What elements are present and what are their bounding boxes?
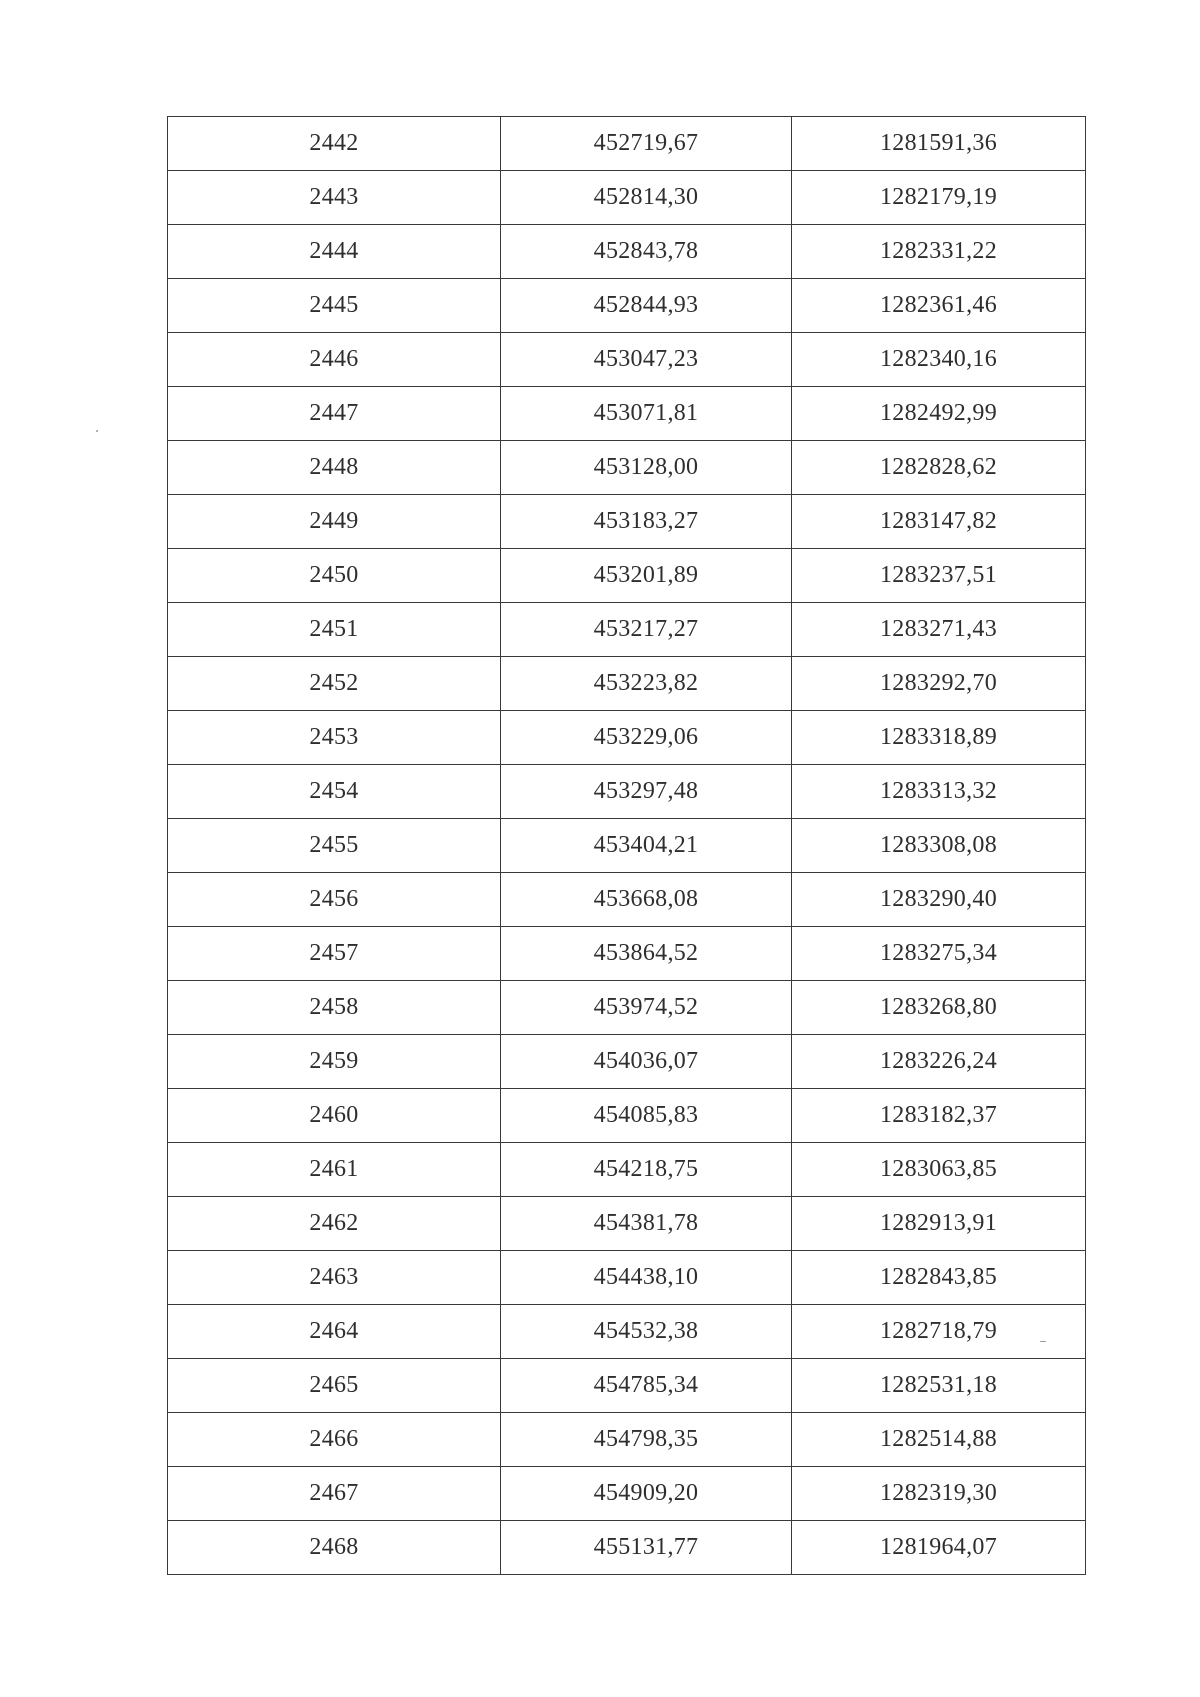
x-coordinate-cell: 453201,89 <box>501 549 792 603</box>
table-row <box>168 1143 1086 1197</box>
x-coordinate-cell: 453071,81 <box>501 387 792 441</box>
point-number-cell: 2445 <box>168 279 501 333</box>
point-number-cell: 2461 <box>168 1143 501 1197</box>
point-number-cell: 2452 <box>168 657 501 711</box>
x-coordinate-cell: 453217,27 <box>501 603 792 657</box>
point-number-cell: 2458 <box>168 981 501 1035</box>
table-row <box>168 1197 1086 1251</box>
x-coordinate-cell: 452844,93 <box>501 279 792 333</box>
y-coordinate-cell: 1282179,19 <box>792 171 1086 225</box>
x-coordinate-cell: 454085,83 <box>501 1089 792 1143</box>
table-row <box>168 1035 1086 1089</box>
coordinates-table <box>167 116 1086 1575</box>
point-number-cell: 2449 <box>168 495 501 549</box>
point-number-cell: 2444 <box>168 225 501 279</box>
table-row <box>168 441 1086 495</box>
table-row <box>168 711 1086 765</box>
x-coordinate-cell: 453128,00 <box>501 441 792 495</box>
point-number-cell: 2442 <box>168 117 501 171</box>
y-coordinate-cell: 1283226,24 <box>792 1035 1086 1089</box>
x-coordinate-cell: 454785,34 <box>501 1359 792 1413</box>
x-coordinate-cell: 452719,67 <box>501 117 792 171</box>
y-coordinate-cell: 1283290,40 <box>792 873 1086 927</box>
table-row <box>168 981 1086 1035</box>
point-number-cell: 2443 <box>168 171 501 225</box>
table-row <box>168 1521 1086 1575</box>
y-coordinate-cell: 1282531,18 <box>792 1359 1086 1413</box>
y-coordinate-cell: 1283318,89 <box>792 711 1086 765</box>
y-coordinate-cell: 1283313,32 <box>792 765 1086 819</box>
point-number-cell: 2455 <box>168 819 501 873</box>
x-coordinate-cell: 453668,08 <box>501 873 792 927</box>
point-number-cell: 2467 <box>168 1467 501 1521</box>
table-row <box>168 1089 1086 1143</box>
x-coordinate-cell: 453223,82 <box>501 657 792 711</box>
table-row <box>168 1467 1086 1521</box>
table-row <box>168 495 1086 549</box>
point-number-cell: 2468 <box>168 1521 501 1575</box>
point-number-cell: 2462 <box>168 1197 501 1251</box>
point-number-cell: 2450 <box>168 549 501 603</box>
table-row <box>168 549 1086 603</box>
table-row <box>168 765 1086 819</box>
y-coordinate-cell: 1282492,99 <box>792 387 1086 441</box>
point-number-cell: 2459 <box>168 1035 501 1089</box>
coordinates-table-body <box>168 117 1086 1575</box>
x-coordinate-cell: 454909,20 <box>501 1467 792 1521</box>
y-coordinate-cell: 1282361,46 <box>792 279 1086 333</box>
y-coordinate-cell: 1283271,43 <box>792 603 1086 657</box>
table-row <box>168 1251 1086 1305</box>
y-coordinate-cell: 1282828,62 <box>792 441 1086 495</box>
y-coordinate-cell: 1283292,70 <box>792 657 1086 711</box>
point-number-cell: 2453 <box>168 711 501 765</box>
x-coordinate-cell: 454036,07 <box>501 1035 792 1089</box>
point-number-cell: 2460 <box>168 1089 501 1143</box>
x-coordinate-cell: 454218,75 <box>501 1143 792 1197</box>
x-coordinate-cell: 453297,48 <box>501 765 792 819</box>
table-row <box>168 873 1086 927</box>
y-coordinate-cell: 1281964,07 <box>792 1521 1086 1575</box>
point-number-cell: 2465 <box>168 1359 501 1413</box>
table-row <box>168 657 1086 711</box>
scan-speck <box>1040 1341 1046 1342</box>
x-coordinate-cell: 452843,78 <box>501 225 792 279</box>
x-coordinate-cell: 454532,38 <box>501 1305 792 1359</box>
y-coordinate-cell: 1283147,82 <box>792 495 1086 549</box>
y-coordinate-cell: 1283237,51 <box>792 549 1086 603</box>
table-row <box>168 333 1086 387</box>
point-number-cell: 2446 <box>168 333 501 387</box>
x-coordinate-cell: 453404,21 <box>501 819 792 873</box>
point-number-cell: 2448 <box>168 441 501 495</box>
table-row <box>168 225 1086 279</box>
y-coordinate-cell: 1283063,85 <box>792 1143 1086 1197</box>
y-coordinate-cell: 1283182,37 <box>792 1089 1086 1143</box>
x-coordinate-cell: 453974,52 <box>501 981 792 1035</box>
x-coordinate-cell: 453183,27 <box>501 495 792 549</box>
table-row <box>168 171 1086 225</box>
table-row <box>168 1359 1086 1413</box>
y-coordinate-cell: 1282843,85 <box>792 1251 1086 1305</box>
table-row <box>168 927 1086 981</box>
y-coordinate-cell: 1282913,91 <box>792 1197 1086 1251</box>
y-coordinate-cell: 1282331,22 <box>792 225 1086 279</box>
point-number-cell: 2454 <box>168 765 501 819</box>
x-coordinate-cell: 453229,06 <box>501 711 792 765</box>
y-coordinate-cell: 1283308,08 <box>792 819 1086 873</box>
point-number-cell: 2463 <box>168 1251 501 1305</box>
x-coordinate-cell: 452814,30 <box>501 171 792 225</box>
point-number-cell: 2451 <box>168 603 501 657</box>
point-number-cell: 2464 <box>168 1305 501 1359</box>
scan-speck <box>96 430 98 432</box>
x-coordinate-cell: 454438,10 <box>501 1251 792 1305</box>
point-number-cell: 2456 <box>168 873 501 927</box>
table-row <box>168 1305 1086 1359</box>
table-row <box>168 1413 1086 1467</box>
table-row <box>168 603 1086 657</box>
table-row <box>168 819 1086 873</box>
x-coordinate-cell: 455131,77 <box>501 1521 792 1575</box>
table-row <box>168 387 1086 441</box>
point-number-cell: 2447 <box>168 387 501 441</box>
x-coordinate-cell: 453864,52 <box>501 927 792 981</box>
x-coordinate-cell: 454381,78 <box>501 1197 792 1251</box>
point-number-cell: 2457 <box>168 927 501 981</box>
y-coordinate-cell: 1282340,16 <box>792 333 1086 387</box>
y-coordinate-cell: 1282319,30 <box>792 1467 1086 1521</box>
y-coordinate-cell: 1283268,80 <box>792 981 1086 1035</box>
y-coordinate-cell: 1283275,34 <box>792 927 1086 981</box>
y-coordinate-cell: 1281591,36 <box>792 117 1086 171</box>
point-number-cell: 2466 <box>168 1413 501 1467</box>
table-row <box>168 117 1086 171</box>
x-coordinate-cell: 454798,35 <box>501 1413 792 1467</box>
y-coordinate-cell: 1282514,88 <box>792 1413 1086 1467</box>
table-row <box>168 279 1086 333</box>
y-coordinate-cell: 1282718,79 <box>792 1305 1086 1359</box>
x-coordinate-cell: 453047,23 <box>501 333 792 387</box>
